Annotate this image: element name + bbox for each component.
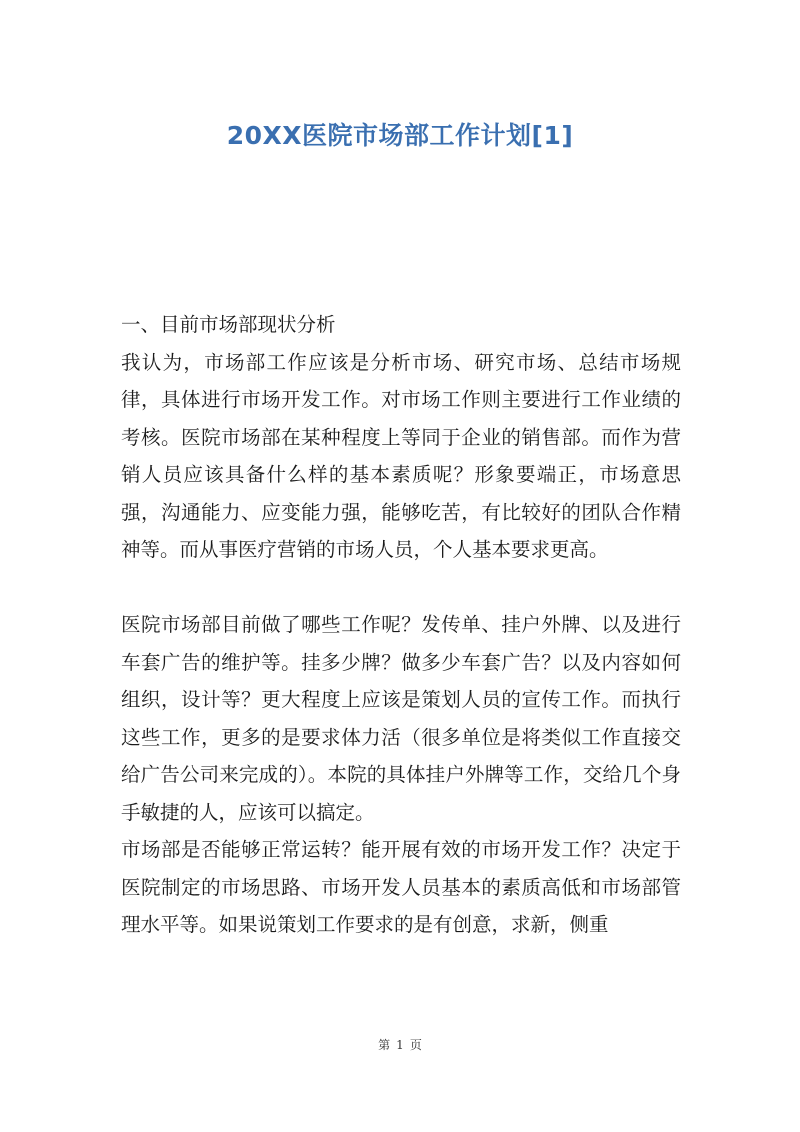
section-heading: 一、目前市场部现状分析 xyxy=(121,313,336,336)
footer-suffix: 页 xyxy=(409,1038,422,1052)
footer-prefix: 第 xyxy=(378,1038,391,1052)
document-body xyxy=(121,306,681,944)
paragraph-1: 我认为，市场部工作应该是分析市场、研究市场、总结市场规律，具体进行市场开发工作。对市场工作则主要进行工作业绩的考核。医院市场部在某种程度上等同于企业的销售部。而作为营销人员应该具备什么样的基本素质呢？形象要端正，市场意思强，沟通能力、应变能力强，能够吃苦，有比较好的团队合作精神等。而从事医疗营销的市场人员，个人基本要求更高。 xyxy=(121,350,681,561)
paragraph-spacer xyxy=(121,569,681,607)
document-title: 20XX医院市场部工作计划[1] xyxy=(226,121,574,150)
page-footer xyxy=(0,1036,800,1053)
paragraph-3: 市场部是否能够正常运转？能开展有效的市场开发工作？决定于医院制定的市场思路、市场开发人员基本的素质高低和市场部管理水平等。如果说策划工作要求的是有创意，求新，侧重 xyxy=(121,838,681,936)
page-number: 1 xyxy=(396,1038,404,1052)
paragraph-2: 医院市场部目前做了哪些工作呢？发传单、挂户外牌、以及进行车套广告的维护等。挂多少牌？做多少车套广告？以及内容如何组织，设计等？更大程度上应该是策划人员的宣传工作。而执行这些工作，更多的是要求体力活（很多单位是将类似工作直接交给广告公司来完成的）。本院的具体挂户外牌等工作，交给几个身手敏捷的人，应该可以搞定。 xyxy=(121,613,681,824)
